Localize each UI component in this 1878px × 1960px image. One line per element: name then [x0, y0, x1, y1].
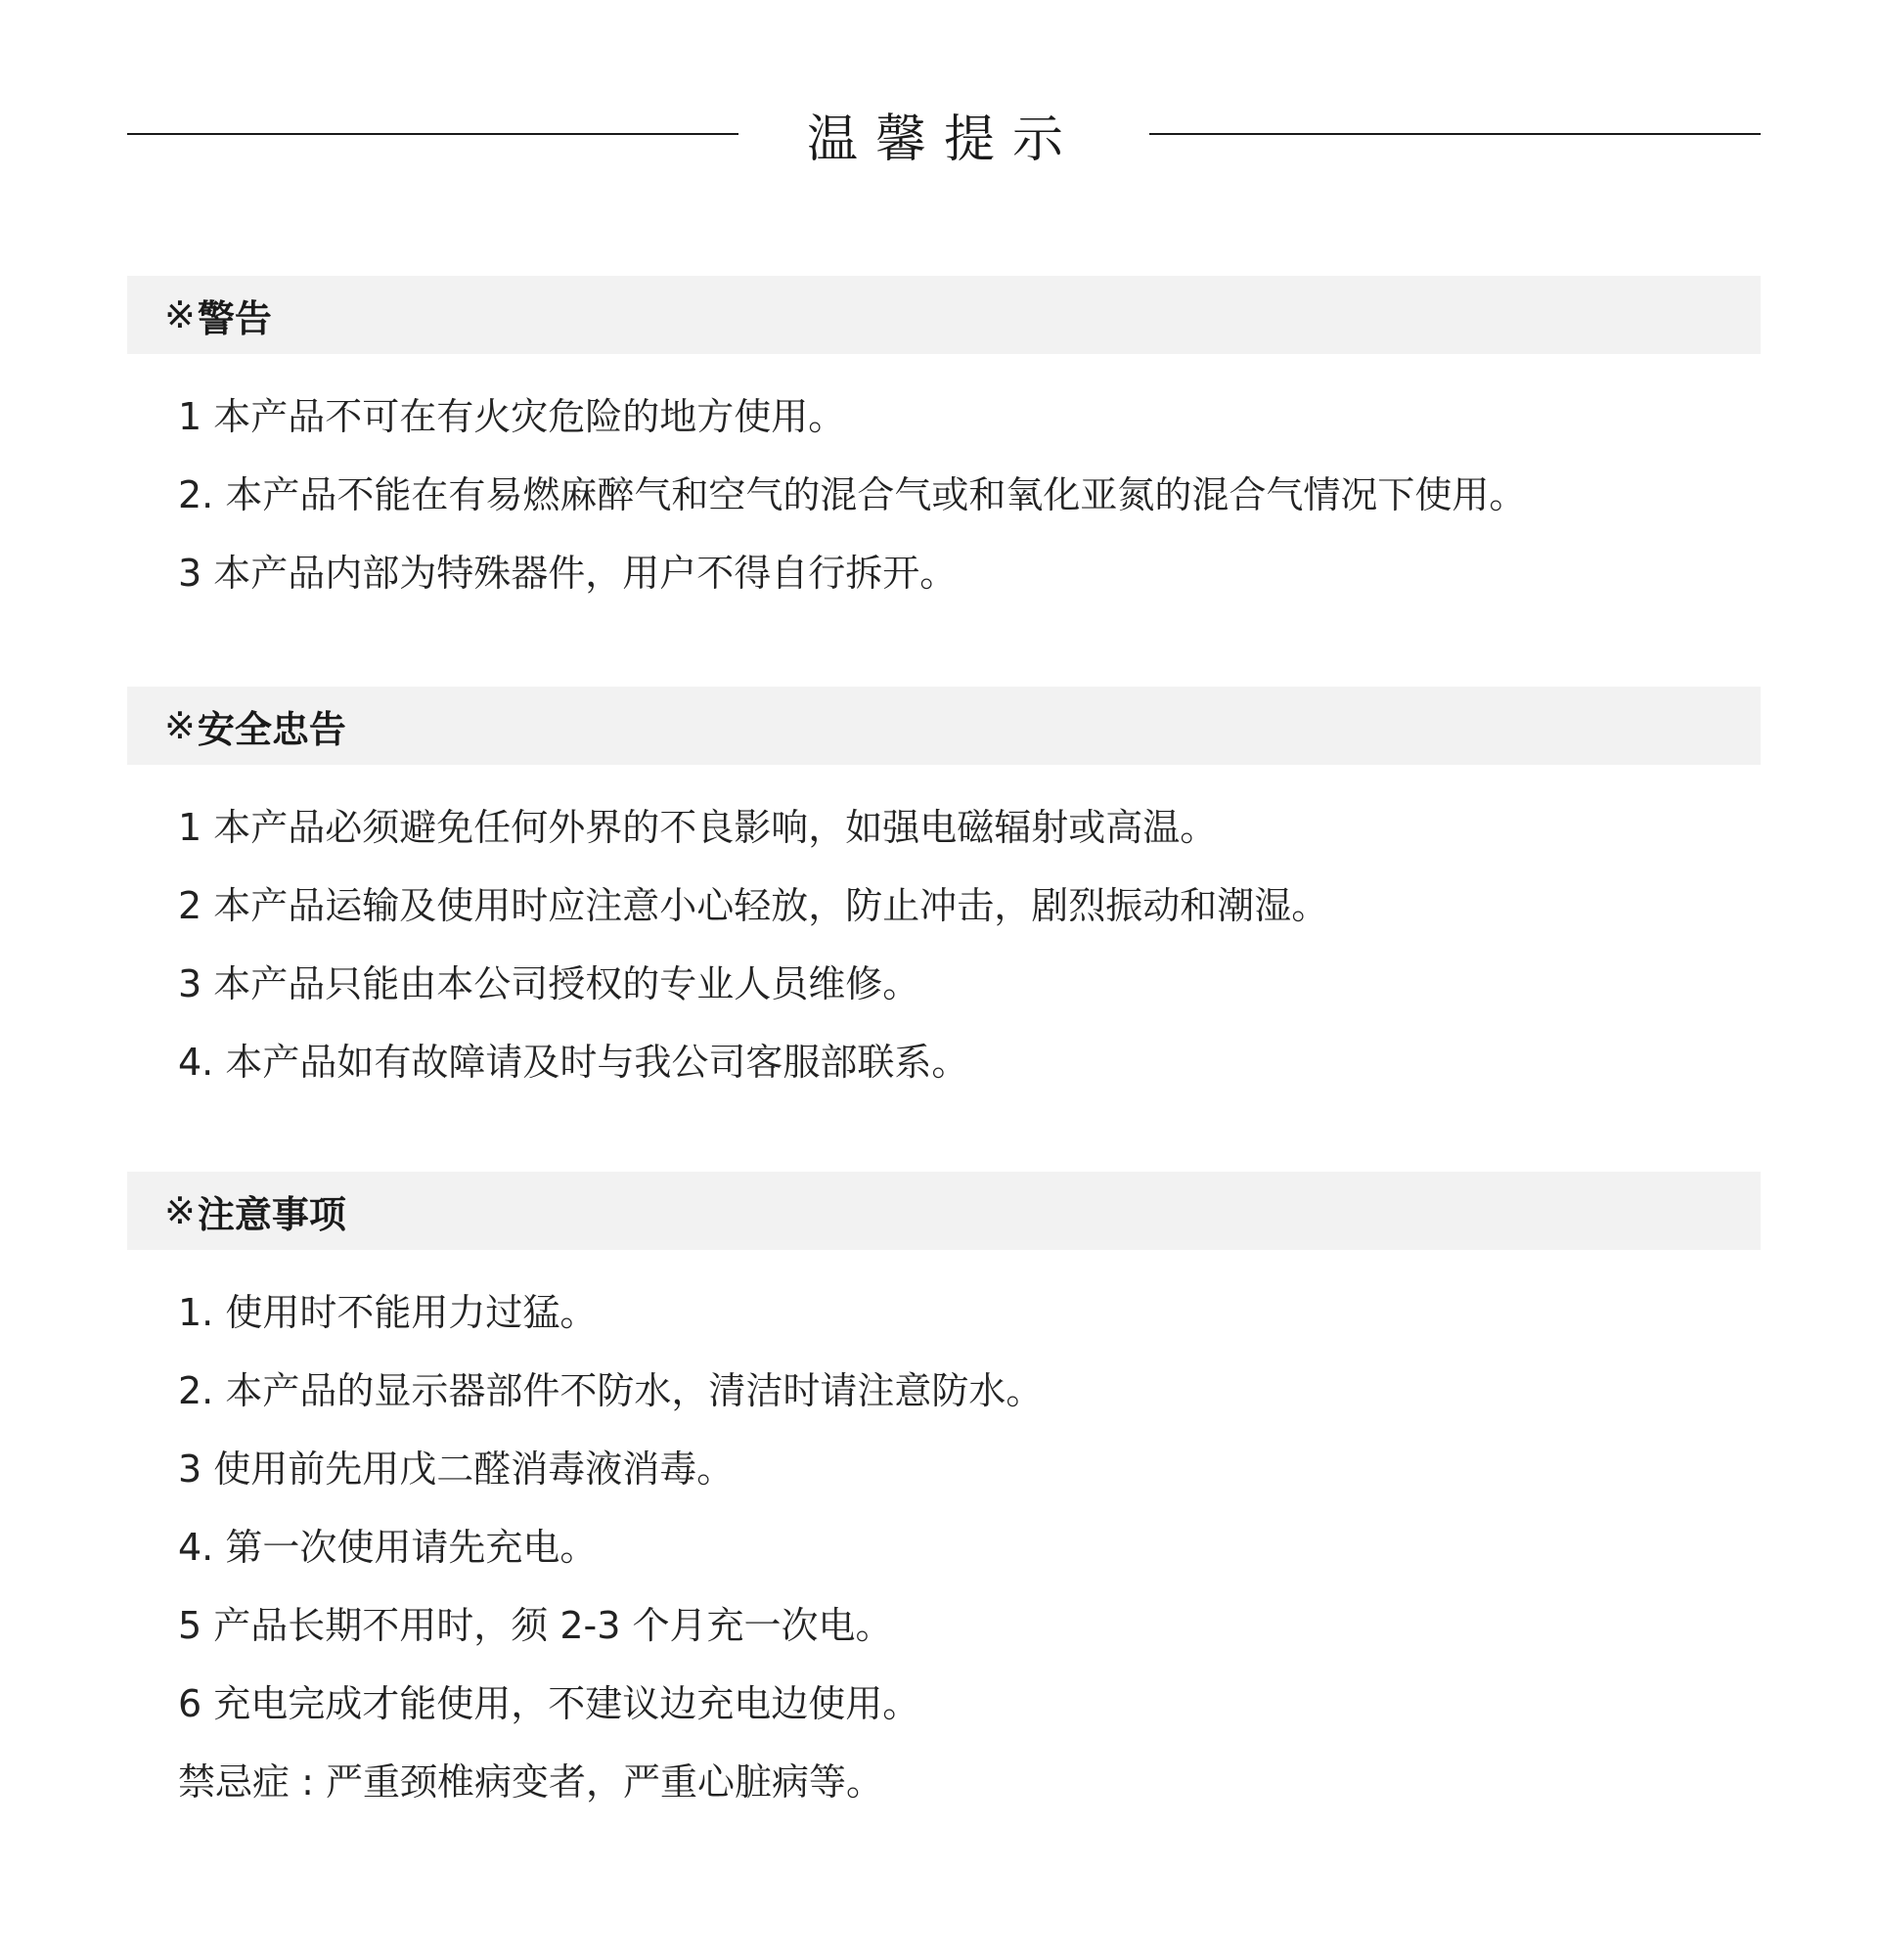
list-item: 4. 第一次使用请先充电。	[178, 1526, 598, 1569]
title-row	[127, 90, 1761, 178]
section-heading: 警告	[197, 296, 272, 340]
item-list	[127, 1250, 1761, 1821]
reference-mark-icon: ※	[164, 1189, 196, 1232]
list-item: 6 充电完成才能使用，不建议边充电边使用。	[178, 1682, 920, 1725]
list-item: 5 产品长期不用时，须 2-3 个月充一次电。	[178, 1604, 893, 1647]
list-item: 3 使用前先用戊二醛消毒液消毒。	[178, 1448, 735, 1491]
list-item: 1 本产品必须避免任何外界的不良影响，如强电磁辐射或高温。	[178, 806, 1218, 849]
section-heading: 注意事项	[197, 1192, 346, 1236]
list-item: 3 本产品内部为特殊器件，用户不得自行拆开。	[178, 552, 958, 595]
title-divider-right	[1149, 133, 1761, 135]
list-item: 3 本产品只能由本公司授权的专业人员维修。	[178, 962, 920, 1005]
section-heading: 安全忠告	[197, 707, 346, 751]
item-list	[127, 354, 1761, 612]
title-divider-left	[127, 133, 738, 135]
section-header	[127, 276, 1761, 354]
section-precautions	[127, 1172, 1761, 1821]
section-header	[127, 1172, 1761, 1250]
list-item: 1. 使用时不能用力过猛。	[178, 1291, 598, 1334]
list-item: 4. 本产品如有故障请及时与我公司客服部联系。	[178, 1041, 969, 1084]
reference-mark-icon: ※	[164, 293, 196, 336]
section-header	[127, 687, 1761, 765]
section-safety-advice	[127, 687, 1761, 1101]
section-warning	[127, 276, 1761, 612]
list-item: 2. 本产品的显示器部件不防水，清洁时请注意防水。	[178, 1369, 1044, 1412]
item-list	[127, 765, 1761, 1101]
list-item: 1 本产品不可在有火灾危险的地方使用。	[178, 395, 846, 438]
reference-mark-icon: ※	[164, 704, 196, 747]
list-item: 禁忌症 : 严重颈椎病变者，严重心脏病等。	[178, 1760, 883, 1804]
list-item: 2. 本产品不能在有易燃麻醉气和空气的混合气或和氧化亚氮的混合气情况下使用。	[178, 473, 1527, 516]
list-item: 2 本产品运输及使用时应注意小心轻放，防止冲击，剧烈振动和潮湿。	[178, 884, 1329, 927]
page-title: 温馨提示	[807, 110, 1082, 169]
